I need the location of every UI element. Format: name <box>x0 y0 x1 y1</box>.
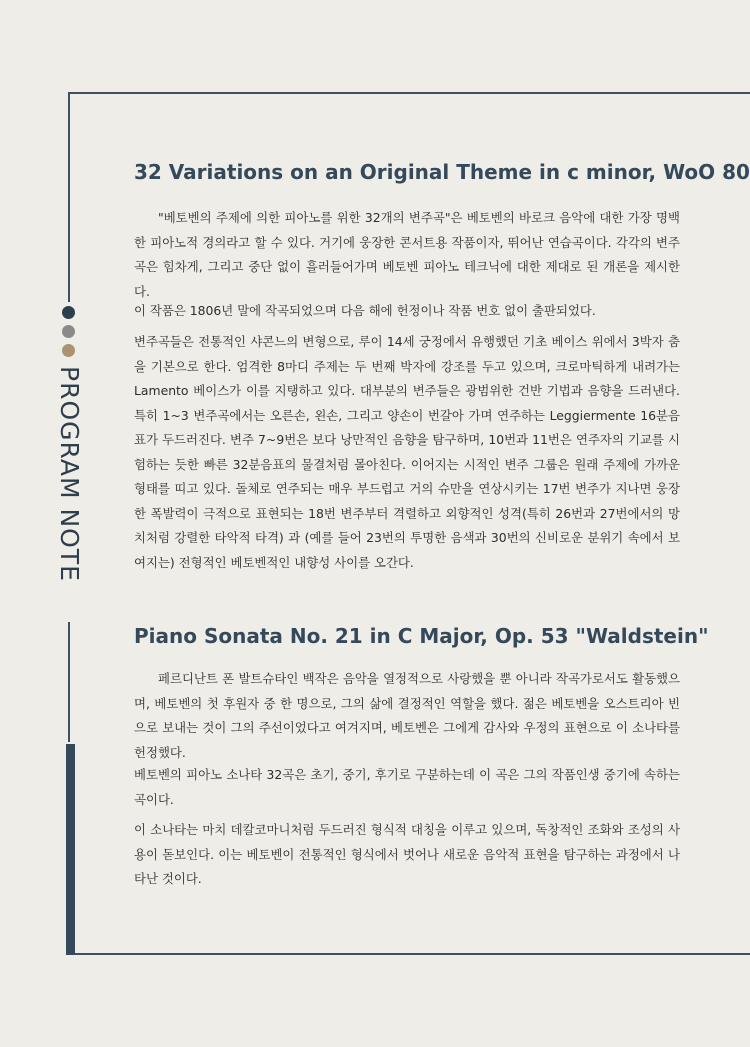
frame-top-line <box>68 92 750 94</box>
frame-left-line-top <box>68 92 70 302</box>
paragraph: 변주곡들은 전통적인 샤콘느의 변형으로, 루이 14세 궁정에서 유행했던 기초 베이스 위에서 3박자 춤을 기본으로 한다. 엄격한 8마디 주제는 두 번째 박자에 강조를 두고 있으며, 크로마틱하게 내려가는 Lamento 베이스가 이를 지탱하고 있다. 대부분의 변주들은 광범위한 건반 기법과 음향을 드러낸다. 특히 1~3 변주곡에서는 오른손, 왼손, 그리고 양손이 번갈아 가며 연주하는 Leggiermente 16분음표가 두드러진다. 변주 7~9번은 보다 낭만적인 음향을 탐구하며, 10번과 11번은 연주자의 기교를 시험하는 듯한 빠른 32분음표의 물결처럼 몰아친다. 이어지는 시적인 변주 그룹은 원래 주제에 가까운 형태를 띠고 있다. 돌체로 연주되는 매우 부드럽고 거의 슈만을 연상시키는 17번 변주가 지나면 웅장한 폭발력이 극적으로 표현되는 18번 변주부터 격렬하고 외향적인 성격(특히 26번과 27번에서의 망치처럼 강렬한 타악적 타격) 과 (예를 들어 23번의 투명한 음색과 30번의 신비로운 분위기 속에서 보여지는) 전형적인 베토벤적인 내향성 사이를 오간다. <box>134 334 680 570</box>
frame-bottom-line <box>68 953 750 955</box>
gray-dot <box>62 325 75 338</box>
section-title-woo80: 32 Variations on an Original Theme in c minor, WoO 80 <box>134 160 750 184</box>
paragraph: "베토벤의 주제에 의한 피아노를 위한 32개의 변주곡"은 베토벤의 바로크 음악에 대한 가장 명백한 피아노적 경의라고 할 수 있다. 거기에 웅장한 콘서트용 작품이자, 뛰어난 연습곡이다. 각각의 변주곡은 힘차게, 그리고 중단 없이 흘러들어가며 베토벤 피아노 테크닉에 대한 제대로 된 개론을 제시한다. <box>134 210 680 299</box>
side-label: PROGRAM NOTE <box>55 366 84 582</box>
accent-bar <box>66 744 75 955</box>
section-title-waldstein: Piano Sonata No. 21 in C Major, Op. 53 "Waldstein" <box>134 624 709 648</box>
paragraph: 이 작품은 1806년 말에 작곡되었으며 다음 해에 헌정이나 작품 번호 없이 출판되었다. <box>134 303 596 318</box>
paragraph: 이 소나타는 마치 데칼코마니처럼 두드러진 형식적 대칭을 이루고 있으며, 독창적인 조화와 조성의 사용이 돋보인다. 이는 베토벤이 전통적인 형식에서 벗어나 새로운 음악적 표현을 탐구하는 과정에서 나타난 것이다. <box>134 822 680 886</box>
tan-dot <box>62 344 75 357</box>
navy-dot <box>62 306 75 319</box>
frame-left-line-middle <box>68 622 70 742</box>
paragraph: 페르디난트 폰 발트슈타인 백작은 음악을 열정적으로 사랑했을 뿐 아니라 작곡가로서도 활동했으며, 베토벤의 첫 후원자 중 한 명으로, 그의 삶에 결정적인 역할을 했다. 젊은 베토벤을 오스트리아 빈으로 보내는 것이 그의 주선이었다고 여겨지며, 베토벤은 그에게 감사와 우정의 표현으로 이 소나타를 헌정했다. <box>134 671 680 760</box>
paragraph: 베토벤의 피아노 소나타 32곡은 초기, 중기, 후기로 구분하는데 이 곡은 그의 작품인생 중기에 속하는 곡이다. <box>134 767 680 807</box>
